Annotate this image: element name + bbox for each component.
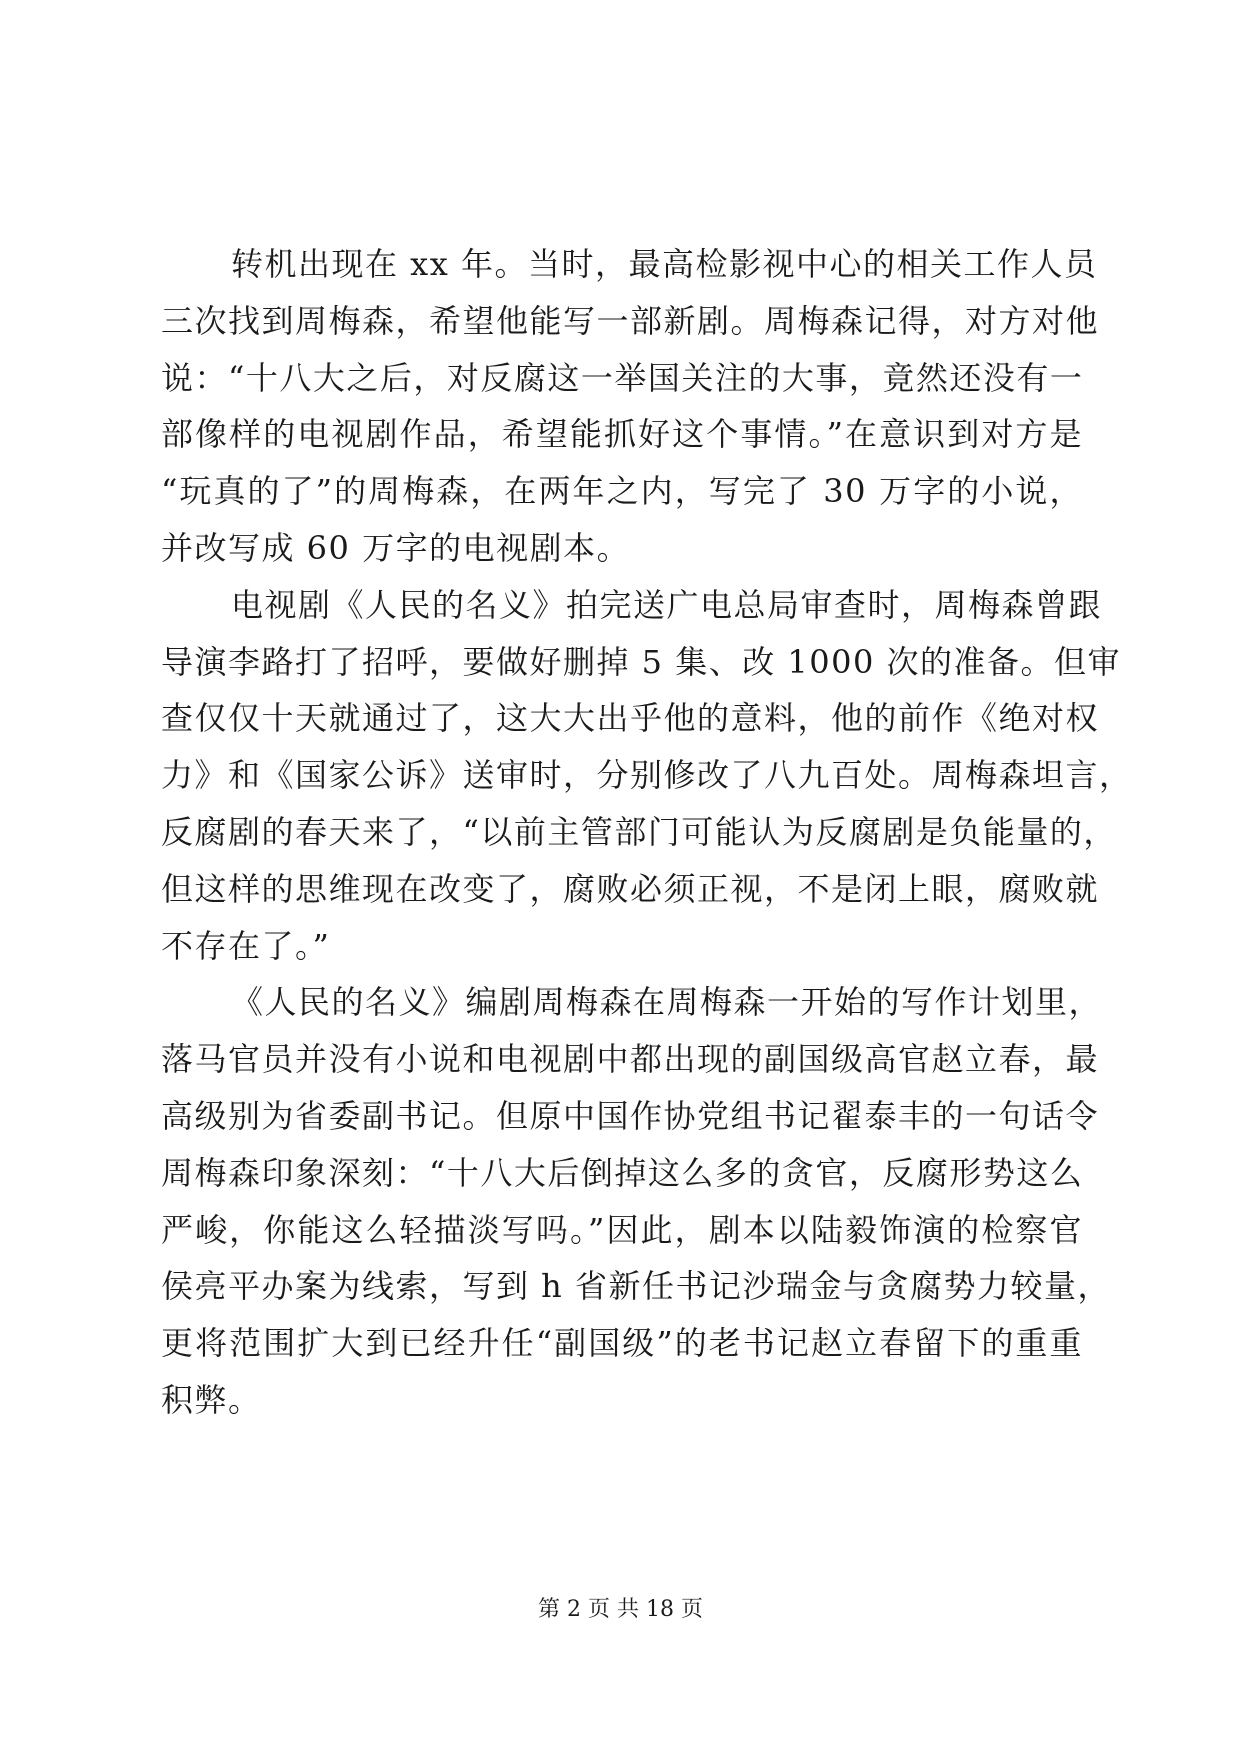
paragraph-line: 电视剧《人民的名义》拍完送广电总局审查时，周梅森曾跟 (231, 585, 1103, 624)
paragraph-line: 部像样的电视剧作品，希望能抓好这个事情。”在意识到对方是 (161, 415, 1083, 454)
paragraph-line: 积弊。 (161, 1380, 262, 1419)
paragraph-line: 并改写成 60 万字的电视剧本。 (161, 528, 631, 567)
paragraph-line: 导演李路打了招呼，要做好删掉 5 集、改 1000 次的准备。但审 (161, 642, 1121, 681)
paragraph-line: 高级别为省委副书记。但原中国作协党组书记翟泰丰的一句话令 (161, 1096, 1100, 1135)
paragraph-line: 力》和《国家公诉》送审时，分别修改了八九百处。周梅森坦言， (161, 756, 1133, 795)
paragraph-line: 反腐剧的春天来了，“以前主管部门可能认为反腐剧是负能量的， (161, 812, 1117, 851)
paragraph-line: 转机出现在 xx 年。当时，最高检影视中心的相关工作人员 (231, 245, 1098, 283)
paragraph-line: 不存在了。” (161, 926, 331, 965)
paragraph-line: 落马官员并没有小说和电视剧中都出现的副国级高官赵立春，最 (161, 1040, 1100, 1079)
paragraph-line: “玩真的了”的周梅森，在两年之内，写完了 30 万字的小说， (161, 472, 1083, 511)
paragraph-line: 三次找到周梅森，希望他能写一部新剧。周梅森记得，对方对他 (161, 301, 1100, 340)
paragraph-line: 说：“十八大之后，对反腐这一举国关注的大事，竟然还没有一 (161, 358, 1084, 397)
paragraph-line: 侯亮平办案为线索，写到 h 省新任书记沙瑞金与贪腐势力较量， (161, 1267, 1111, 1306)
paragraph-line: 查仅仅十天就通过了，这大大出乎他的意料，他的前作《绝对权 (161, 699, 1100, 738)
paragraph-line: 周梅森印象深刻：“十八大后倒掉这么多的贪官，反腐形势这么 (161, 1153, 1084, 1192)
document-body (161, 236, 1133, 1429)
page-number-footer: 第 2 页 共 18 页 (538, 1597, 703, 1622)
paragraph-line: 更将范围扩大到已经升任“副国级”的老书记赵立春留下的重重 (161, 1324, 1083, 1363)
paragraph-line: 但这样的思维现在改变了，腐败必须正视，不是闭上眼，腐败就 (161, 869, 1100, 908)
paragraph-line: 《人民的名义》编剧周梅森在周梅森一开始的写作计划里， (231, 983, 1103, 1022)
paragraph-line: 严峻，你能这么轻描淡写吗。”因此，剧本以陆毅饰演的检察官 (161, 1210, 1083, 1249)
